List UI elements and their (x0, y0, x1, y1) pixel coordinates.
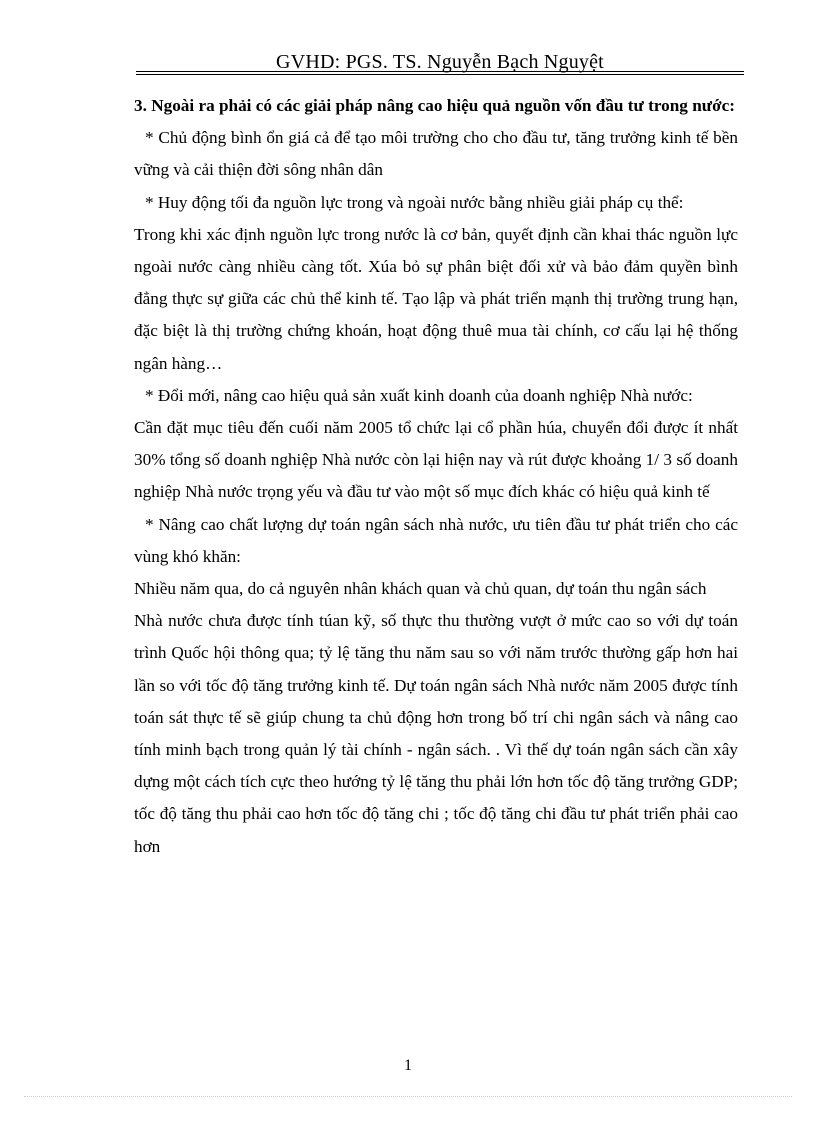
header-divider-top (136, 71, 744, 72)
paragraph-budget-intro: Nhiều năm qua, do cả nguyên nhân khách quan và chủ quan, dự toán thu ngân sách (134, 579, 707, 599)
page-header-title: GVHD: PGS. TS. Nguyễn Bạch Nguyệt (276, 51, 604, 73)
paragraph-resources-detail: Trong khi xác định nguồn lực trong nước là cơ bản, quyết định cần khai thác nguồn lực ngoài nước càng nhiều càng tốt. Xúa bỏ sự phân biệt đối xử và bảo đảm quyền bình đẳng thực sự giữa các chủ thể kinh tế. Tạo lập và phát triển mạnh thị trường trung hạn, đặc biệt là thị trường chứng khoán, hoạt động thuê mua tài chính, cơ cấu lại hệ thống ngân hàng… (134, 224, 738, 373)
section-heading: 3. Ngoài ra phải có các giải pháp nâng cao hiệu quả nguồn vốn đầu tư trong nước: (134, 96, 735, 115)
paragraph-enterprise-detail: Cần đặt mục tiêu đến cuối năm 2005 tổ chức lại cổ phần húa, chuyển đổi được ít nhất 30% tổng số doanh nghiệp Nhà nước còn lại hiện nay và rút được khoảng 1/ 3 số doanh nghiệp Nhà nước trọng yếu và đầu tư vào một số mục đích khác có hiệu quả kinh tế (134, 418, 738, 502)
bullet-mobilize-resources: * Huy động tối đa nguồn lực trong và ngoài nước bằng nhiều giải pháp cụ thể: (145, 192, 684, 212)
page-number: 1 (404, 1057, 412, 1074)
paragraph-budget-detail: Nhà nước chưa được tính túan kỹ, số thực thu thường vượt ở mức cao so với dự toán trình Quốc hội thông qua; tỷ lệ tăng thu năm sau so với năm trước thường gấp hơn hai lần so với tốc độ tăng trưởng kinh tế. Dự toán ngân sách Nhà nước năm 2005 được tính toán sát thực tế sẽ giúp chung ta chủ động hơn trong bố trí chi ngân sách và nâng cao tính minh bạch trong quản lý tài chính - ngân sách. . Vì thế dự toán ngân sách cần xây dựng một cách tích cực theo hướng tỷ lệ tăng thu phải lớn hơn tốc độ tăng trưởng GDP; tốc độ tăng thu phải cao hơn tốc độ tăng chi ; tốc độ tăng chi đầu tư phát triển phải cao hơn (134, 611, 738, 856)
bullet-price-stability: * Chủ động bình ổn giá cả để tạo môi trường cho cho đầu tư, tăng trưởng kinh tế bền vững và cải thiện đời sông nhân dân (134, 128, 738, 180)
document-body (134, 90, 738, 863)
header-divider-bottom (136, 74, 744, 75)
bullet-budget-quality: * Nâng cao chất lượng dự toán ngân sách nhà nước, ưu tiên đầu tư phát triển cho các vùng khó khăn: (134, 514, 738, 566)
bullet-state-enterprise-reform: * Đổi mới, nâng cao hiệu quả sản xuất kinh doanh của doanh nghiệp Nhà nước: (145, 385, 693, 405)
page-bottom-border (24, 1096, 792, 1097)
